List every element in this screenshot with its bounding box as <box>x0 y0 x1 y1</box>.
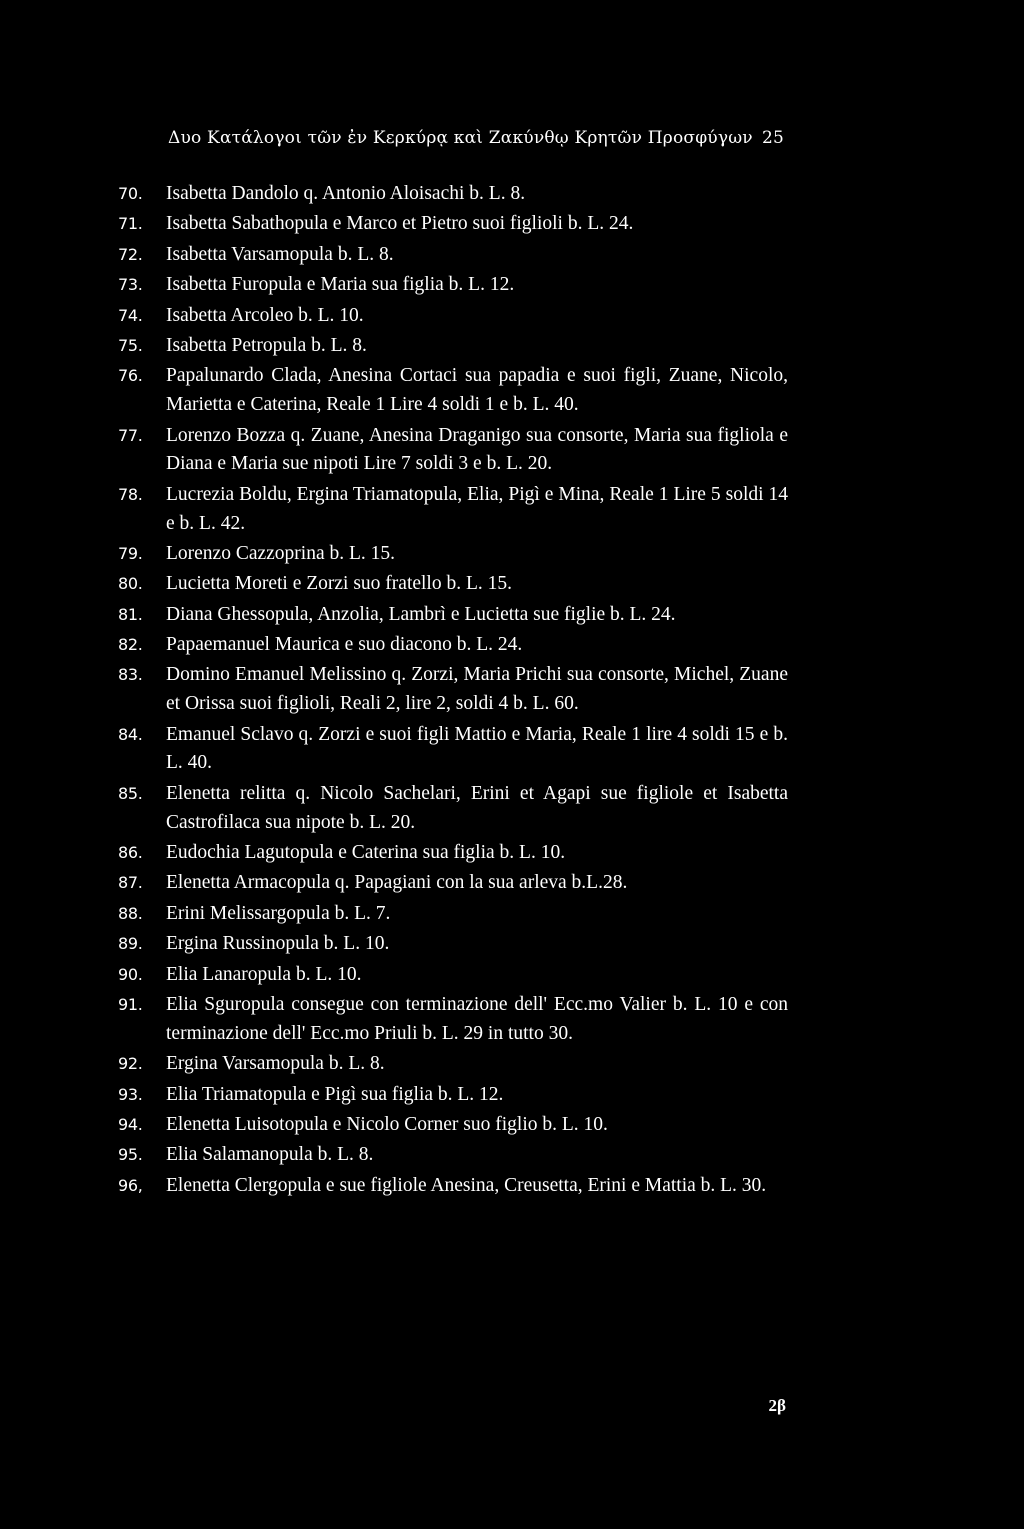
entry-number: 80. <box>118 574 143 594</box>
entry-text: Ergina Varsamopula b. L. 8. <box>166 1053 385 1075</box>
entry-text: Elenetta Luisotopula e Nicolo Corner suo figlio b. L. 10. <box>166 1113 608 1135</box>
entry-number: 83. <box>118 665 143 685</box>
entry-text: Elia Sguropula consegue con terminazione dell' Ecc.mo Valier b. L. 10 e con terminazione dell' Ecc.mo Priuli b. L. 29 in tutto 30. <box>166 993 788 1044</box>
list-item <box>118 721 788 779</box>
entry-text: Isabetta Petropula b. L. 8. <box>166 334 367 356</box>
list-item <box>118 422 788 480</box>
entry-number: 87. <box>118 873 143 893</box>
list-item <box>118 180 788 209</box>
list-item <box>118 570 788 599</box>
entry-number: 70. <box>118 184 143 203</box>
list-item <box>118 1081 788 1110</box>
entry-number: 91. <box>118 994 143 1014</box>
entry-text: Elenetta Clergopula e sue figliole Anesina, Creusetta, Erini e Mattia b. L. 30. <box>166 1174 767 1196</box>
entry-text: Emanuel Sclavo q. Zorzi e suoi figli Mattio e Maria, Reale 1 lire 4 soldi 15 e b. L. 40. <box>166 723 788 774</box>
list-item <box>118 1141 788 1170</box>
list-item <box>118 210 788 239</box>
entry-number: 96, <box>118 1175 143 1195</box>
entry-text: Lucrezia Boldu, Ergina Triamatopula, Elia, Pigì e Mina, Reale 1 Lire 5 soldi 14 e b. L. 42. <box>166 483 788 534</box>
list-item <box>118 1172 788 1201</box>
entry-text: Elia Salamanopula b. L. 8. <box>166 1144 374 1166</box>
list-item <box>118 631 788 660</box>
list-item <box>118 839 788 868</box>
list-item <box>118 601 788 630</box>
entry-number: 94. <box>118 1114 143 1134</box>
entry-number: 77. <box>118 425 143 445</box>
list-item <box>118 780 788 838</box>
list-item <box>118 1111 788 1140</box>
entry-number: 74. <box>118 305 143 325</box>
entry-text: Lucietta Moreti e Zorzi suo fratello b. L. 15. <box>166 573 513 595</box>
list-item <box>118 661 788 719</box>
entry-text: Elenetta relitta q. Nicolo Sachelari, Erini et Agapi sue figliole et Isabetta Castrofilaca sua nipote b. L. 20. <box>166 782 788 833</box>
entry-list <box>118 180 788 1202</box>
entry-text: Ergina Russinopula b. L. 10. <box>166 933 390 955</box>
entry-text: Domino Emanuel Melissino q. Zorzi, Maria Prichi sua consorte, Michel, Zuane et Orissa suoi figlioli, Reali 2, lire 2, soldi 4 b. L. 60. <box>166 664 788 715</box>
list-item <box>118 540 788 569</box>
list-item <box>118 869 788 898</box>
page-number: 25 <box>761 128 784 148</box>
list-item <box>118 481 788 539</box>
entry-number: 76. <box>118 366 143 386</box>
page-header <box>168 128 784 156</box>
entry-number: 89. <box>118 934 143 954</box>
entry-number: 90. <box>118 964 143 984</box>
list-item <box>118 900 788 929</box>
entry-number: 93. <box>118 1084 143 1104</box>
list-item <box>118 332 788 361</box>
entry-number: 85. <box>118 783 143 803</box>
list-item <box>118 362 788 420</box>
list-item <box>118 271 788 300</box>
entry-number: 73. <box>118 275 143 295</box>
entry-number: 86. <box>118 843 143 863</box>
entry-text: Lorenzo Bozza q. Zuane, Anesina Draganigo sua consorte, Maria sua figliola e Diana e Maria sue nipoti Lire 7 soldi 3 e b. L. 20. <box>166 424 788 475</box>
entry-text: Elia Triamatopula e Pigì sua figlia b. L. 12. <box>166 1083 504 1105</box>
entry-text: Eudochia Lagutopula e Caterina sua figlia b. L. 10. <box>166 842 566 864</box>
list-item <box>118 241 788 270</box>
entry-text: Isabetta Dandolo q. Antonio Aloisachi b. L. 8. <box>166 183 526 204</box>
entry-number: 72. <box>118 244 143 264</box>
entry-text: Elenetta Armacopula q. Papagiani con la sua arleva b.L.28. <box>166 872 628 894</box>
entry-number: 82. <box>118 635 143 655</box>
entry-text: Isabetta Sabathopula e Marco et Pietro suoi figlioli b. L. 24. <box>166 213 634 235</box>
list-item <box>118 1050 788 1079</box>
entry-number: 78. <box>118 484 143 504</box>
entry-text: Elia Lanaropula b. L. 10. <box>166 963 362 985</box>
entry-text: Isabetta Furopula e Maria sua figlia b. L. 12. <box>166 274 515 296</box>
running-title: Δυο Κατάλογοι τῶν ἐν Κερκύρᾳ καὶ Ζακύνθῳ Κρητῶν Προσφύγων <box>168 128 753 148</box>
entry-text: Papaemanuel Maurica e suo diacono b. L. 24. <box>166 634 523 656</box>
entry-text: Papalunardo Clada, Anesina Cortaci sua papadia e suoi figli, Zuane, Nicolo, Marietta e Caterina, Reale 1 Lire 4 soldi 1 e b. L. 40. <box>166 365 788 416</box>
list-item <box>118 302 788 331</box>
entry-text: Lorenzo Cazzoprina b. L. 15. <box>166 542 396 564</box>
list-item <box>118 961 788 990</box>
entry-number: 75. <box>118 335 143 355</box>
entry-number: 84. <box>118 724 143 744</box>
entry-text: Isabetta Varsamopula b. L. 8. <box>166 243 394 265</box>
entry-number: 92. <box>118 1054 143 1074</box>
entry-number: 79. <box>118 543 143 563</box>
entry-number: 88. <box>118 903 143 923</box>
entry-number: 95. <box>118 1145 143 1165</box>
signature-mark: 2β <box>768 1396 786 1415</box>
entry-number: 81. <box>118 604 143 624</box>
list-item <box>118 930 788 959</box>
entry-text: Erini Melissargopula b. L. 7. <box>166 902 391 924</box>
list-item <box>118 991 788 1049</box>
entry-text: Isabetta Arcoleo b. L. 10. <box>166 304 364 326</box>
entry-text: Diana Ghessopula, Anzolia, Lambrì e Lucietta sue figlie b. L. 24. <box>166 603 676 625</box>
entry-number: 71. <box>118 214 143 234</box>
